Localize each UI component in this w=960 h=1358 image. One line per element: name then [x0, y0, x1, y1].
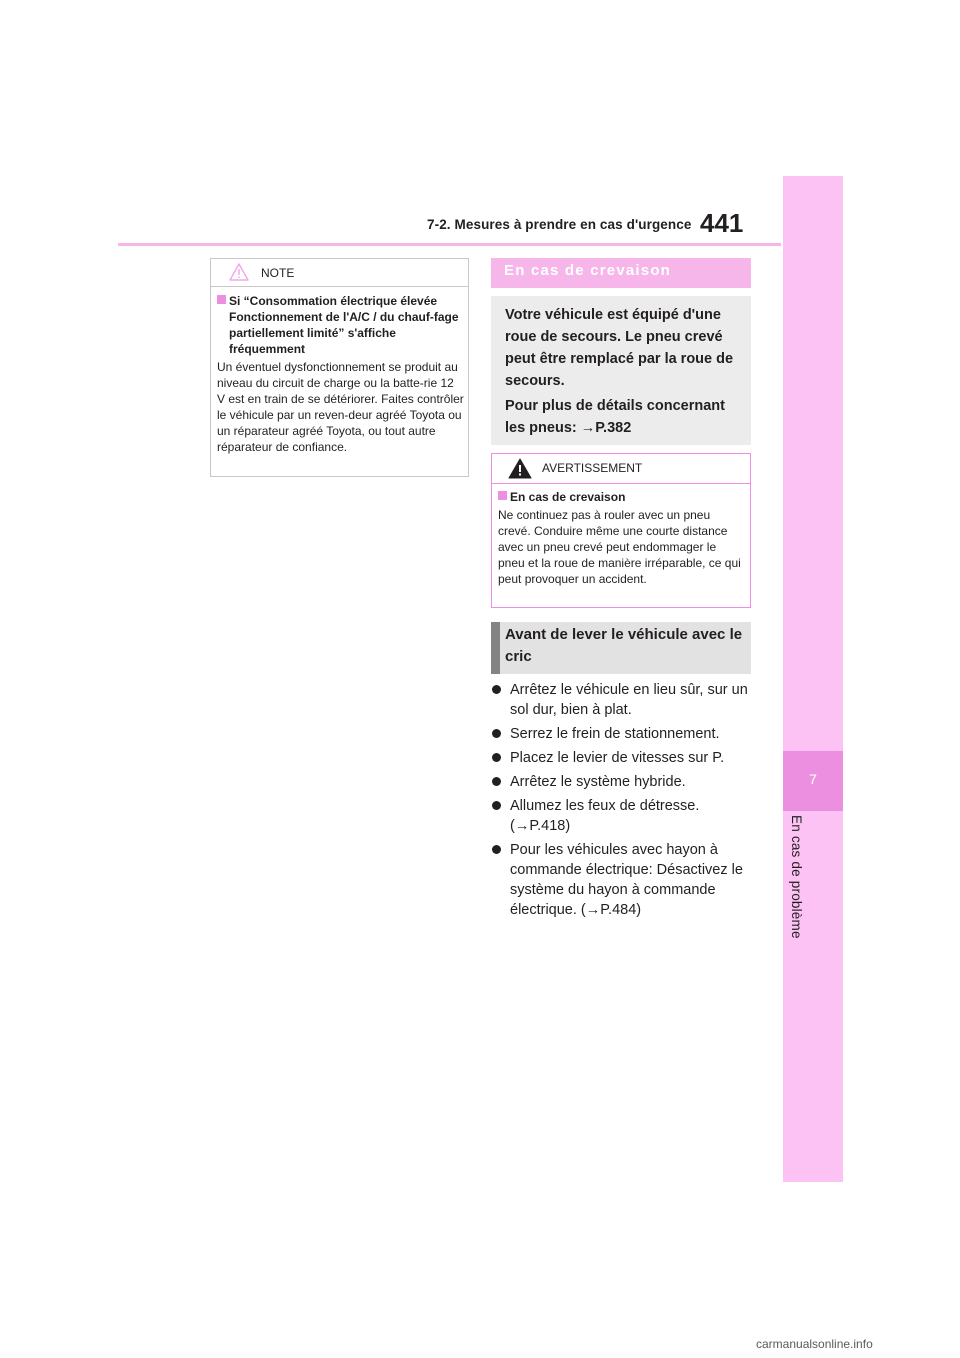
- list-item: Allumez les feux de détresse. (→P.418): [492, 796, 754, 836]
- header-divider: [118, 243, 781, 246]
- bullet-dot-icon: [492, 753, 501, 762]
- bullet-dot-icon: [492, 845, 501, 854]
- chapter-number: 7: [809, 771, 817, 787]
- spare-wheel-info-box: [491, 296, 751, 445]
- bullet-dot-icon: [492, 801, 501, 810]
- page-number: 441: [700, 208, 744, 238]
- warning-triangle-icon: [508, 458, 532, 484]
- warning-title: AVERTISSEMENT: [542, 461, 643, 475]
- flat-tire-title: En cas de crevaison: [504, 262, 672, 279]
- list-item: Placez le levier de vitesses sur P.: [492, 748, 754, 768]
- site-watermark: carmanualsonline.info: [756, 1337, 873, 1351]
- warning-body: Ne continuez pas à rouler avec un pneu crevé. Conduire même une courte distance avec un pneu crevé peut endommager le pneu et la roue de manière irréparable, ce qui peut provoquer un accident.: [498, 508, 741, 586]
- jack-title: Avant de lever le véhicule avec le cric: [505, 626, 743, 665]
- bullet-dot-icon: [492, 729, 501, 738]
- note-heading-row: [217, 293, 462, 357]
- note-box: [210, 258, 469, 477]
- caution-triangle-icon: [229, 263, 249, 286]
- chapter-side-tab: [783, 176, 843, 1182]
- chapter-label: En cas de problème: [789, 815, 804, 939]
- note-heading: Si “Consommation électrique élevée Fonctionnement de l'A/C / du chauf-fage partiellement limité” s'affiche fréquemment: [229, 294, 459, 356]
- list-item: Pour les véhicules avec hayon à commande électrique: Désactivez le système du hayon à commande électrique. (→P.484): [492, 840, 754, 920]
- warning-box: [491, 453, 751, 608]
- spare-wheel-text: Votre véhicule est équipé d'une roue de secours. Le pneu crevé peut être remplacé par la roue de secours.: [505, 307, 734, 389]
- warning-heading: En cas de crevaison: [510, 490, 626, 504]
- bullet-dot-icon: [492, 777, 501, 786]
- note-header: [211, 259, 468, 287]
- list-item: Arrêtez le véhicule en lieu sûr, sur un sol dur, bien à plat.: [492, 680, 754, 720]
- bullet-dot-icon: [492, 685, 501, 694]
- warning-header: [492, 454, 750, 484]
- jack-banner-accent: [491, 622, 500, 674]
- tire-reference-text: Pour plus de détails concernant les pneus: →P.382: [505, 398, 725, 436]
- warning-heading-row: [498, 489, 743, 505]
- jack-steps-list: [492, 680, 754, 924]
- note-body: Un éventuel dysfonctionnement se produit au niveau du circuit de charge ou la batte-rie 12 V est en train de se détériorer. Faites contrôler le véhicule par un reven-deur agréé Toyota ou un réparateur agréé Toyota, ou tout autre réparateur de confiance.: [217, 360, 464, 454]
- square-bullet-icon: [217, 295, 226, 304]
- square-bullet-icon: [498, 491, 507, 500]
- section-title: 7-2. Mesures à prendre en cas d'urgence: [427, 217, 692, 232]
- list-item: Serrez le frein de stationnement.: [492, 724, 754, 744]
- note-title: NOTE: [261, 266, 295, 280]
- list-item: Arrêtez le système hybride.: [492, 772, 754, 792]
